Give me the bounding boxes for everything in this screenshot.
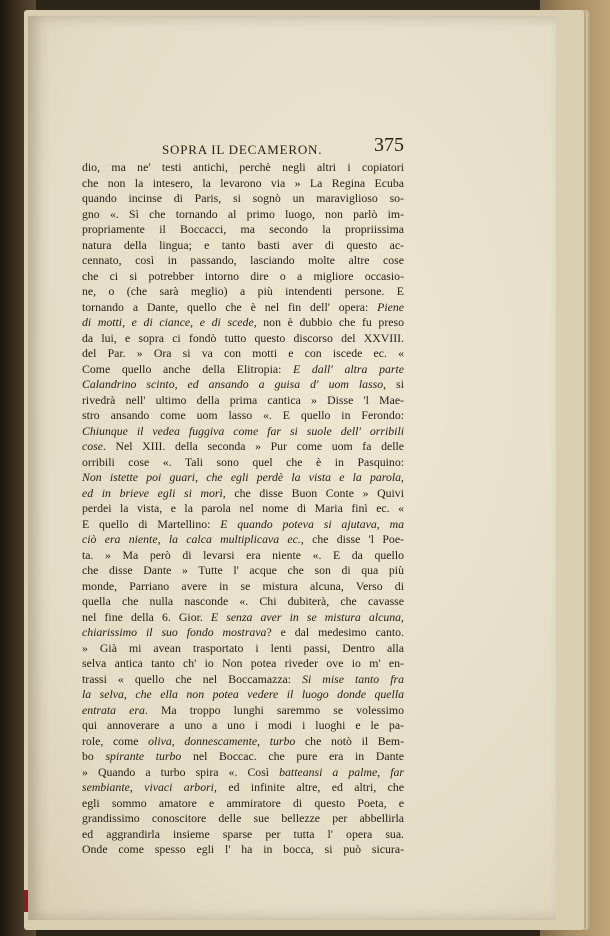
italic-quote: sembiante [82,780,130,794]
text-run: cennato, così in passando, lasciando molte altre cose [82,253,404,267]
text-run: , si [383,377,404,391]
text-run: , [377,764,391,779]
text-line [82,424,404,440]
text-line [82,455,404,471]
text-line [82,284,404,300]
italic-quote: Non istette poi guari, che egli perdè la vista e la parola [82,470,402,484]
text-run: nel fine della 6. Gior. [82,609,211,624]
italic-quote: E dall' altra parte [293,361,404,376]
text-run: role, come [82,733,149,748]
text-line [82,439,404,455]
text-run: ta. » Ma però di levarsi era niente «. E da quello [82,547,404,562]
text-run: qui annoverare a uno a uno i modi i luoghi e le pa- [82,718,404,732]
text-run: , [401,470,404,484]
text-line [82,160,404,176]
text-line [82,269,404,285]
text-run: perdei la vista, e la parola nel nome di Maria finì ec. « [82,501,404,515]
text-line [82,222,404,238]
text-run: ne, o (che sarà meglio) a più intendenti persone. E [82,284,404,298]
text-run: quella che nulla nasconde «. Chi dubiterà, che cavasse [82,594,404,608]
text-line [82,765,404,781]
text-run: che notò il Bem- [295,733,404,748]
text-line [82,501,404,517]
text-line [82,796,404,812]
text-run: , che disse 'l Poe- [300,532,404,546]
text-run: trassi « quello che nel Boccamazza: [82,671,303,686]
text-line [82,470,404,486]
running-head: SOPRA IL DECAMERON. [162,142,323,157]
text-line [82,827,404,843]
body-text [82,160,404,858]
text-line [82,625,404,641]
text-run: bo [82,749,106,763]
text-run: del Par. » Ora si va con motti e con iscede ec. « [82,346,404,360]
italic-quote: oliva [148,733,172,748]
text-line [82,703,404,719]
text-run: , ed infinite altre, ed altri, che [213,780,404,794]
text-line [82,315,404,331]
text-line [82,672,404,688]
italic-quote: chiarissimo il suo fondo mostrava [82,625,267,639]
text-run: grandissimo conoscitore delle sue bellezze per abbellirla [82,811,404,825]
text-line [82,780,404,796]
italic-quote: E quando poteva si ajutava, ma [220,516,404,531]
text-run: gno «. Sì che tornando al primo luogo, non parlò im- [82,206,404,221]
text-run: che disse Dante » Tutte l' acque che son di qua più [82,563,404,577]
italic-quote: entrata era [82,702,145,717]
text-line [82,610,404,626]
text-line [82,594,404,610]
text-run: » Quando a turbo spira «. Così [82,764,280,779]
italic-quote: spirante turbo [105,749,182,763]
text-line [82,362,404,378]
text-line [82,191,404,207]
text-line [82,641,404,657]
text-line [82,253,404,269]
text-run: propriamente il Boccacci, ma secondo la propriissima [82,222,404,236]
italic-quote: batteansi a palme [279,764,378,779]
text-line [82,207,404,223]
text-line [82,486,404,502]
text-line [82,377,404,393]
text-run: , non è dubbio che fu preso [253,315,404,329]
italic-quote: cose [82,439,103,453]
text-line [82,176,404,192]
italic-quote: Si mise tanto fra [302,671,404,686]
italic-quote: Chiunque il vedea fuggiva come far si suole dell' orribili [82,423,404,438]
text-line [82,331,404,347]
text-run: natura della lingua; e tanto basti aver di questo ac- [82,237,404,252]
italic-quote: la selva, che ella non potea vedere il luogo donde quella [82,687,404,701]
text-line [82,811,404,827]
text-run: quando incinse di Paris, si sognò un maraviglioso so- [82,191,404,205]
text-run: , [171,733,185,748]
italic-quote: di motti, e di ciance, e di scede [82,315,254,329]
text-line [82,548,404,564]
text-run: dio, ma ne' testi antichi, perchè negli altri i copiatori [82,160,404,174]
text-line [82,346,404,362]
text-line [82,749,404,765]
text-run: , [129,780,145,794]
text-run: , [257,733,270,748]
text-run: da lui, e sopra ci fondò tutto questo discorso del XXVIII. [82,330,404,345]
text-line [82,842,404,858]
italic-quote: E senza aver in se mistura alcuna, [210,609,404,624]
text-line [82,408,404,424]
text-run: nel Boccac. che pure era in Dante [181,749,404,763]
text-line [82,563,404,579]
text-line [82,238,404,254]
text-line [82,734,404,750]
italic-quote: ciò era niente, la calca multiplicava ec. [82,532,301,546]
text-run: E quello di Martellino: [82,516,221,531]
text-run: selva antica tanto ch' io Non potea riveder ove io m' en- [82,656,404,670]
text-line [82,718,404,734]
page-number: 375 [374,134,404,156]
text-run: orribili cose «. Tali sono quel che è in Pasquino: [82,454,404,469]
text-line [82,656,404,672]
italic-quote: vivaci arbori [144,780,214,794]
text-run: che ci si potrebber intorno dire o a migliore occasio- [82,268,404,283]
text-run: ed aggrandirla insieme sparse per tutta l' opera sua. [82,826,404,841]
text-run: che non la intesero, la levarono via » La Regina Ecuba [82,175,404,190]
text-line [82,517,404,533]
text-run: » Già mi avean trasportato i lenti passi, Dentro alla [82,640,404,655]
italic-quote: Calandrino scinto, ed ansando a guisa d' uom lasso [82,377,384,391]
text-line [82,532,404,548]
text-run: . Nel XIII. della seconda » Pur come uom fa delle [102,439,404,453]
text-run: Come quello anche della Elitropia: [82,361,294,376]
text-run: rivedrà nell' ultimo della prima cantica » Disse 'l Mae- [82,392,404,407]
text-run: monde, Parriano avere in se mistura alcuna, Verso di [82,578,404,593]
italic-quote: donnescamente [184,733,258,748]
italic-quote: far [390,764,404,779]
text-line [82,579,404,595]
text-line [82,300,404,316]
text-run: Onde come spesso egli l' ha in bocca, si può sicura- [82,842,404,856]
italic-quote: Piene [377,299,404,314]
text-run: egli sommo amatore e ammiratore di questo Poeta, e [82,795,404,810]
text-run: ? e dal medesimo canto. [266,625,404,639]
text-run: stro ansando come uom lasso «. E quello in Ferondo: [82,408,404,422]
italic-quote: ed in brieve egli si morì [82,485,223,500]
page-header [52,134,404,160]
text-line [82,393,404,409]
text-run: . Ma troppo lunghi saremmo se volessimo [144,702,404,717]
text-line [82,687,404,703]
text-run: , che disse Buon Conte » Quivi [222,485,404,500]
italic-quote: turbo [269,733,296,748]
text-run: tornando a Dante, quello che è nel fin dell' opera: [82,299,378,314]
